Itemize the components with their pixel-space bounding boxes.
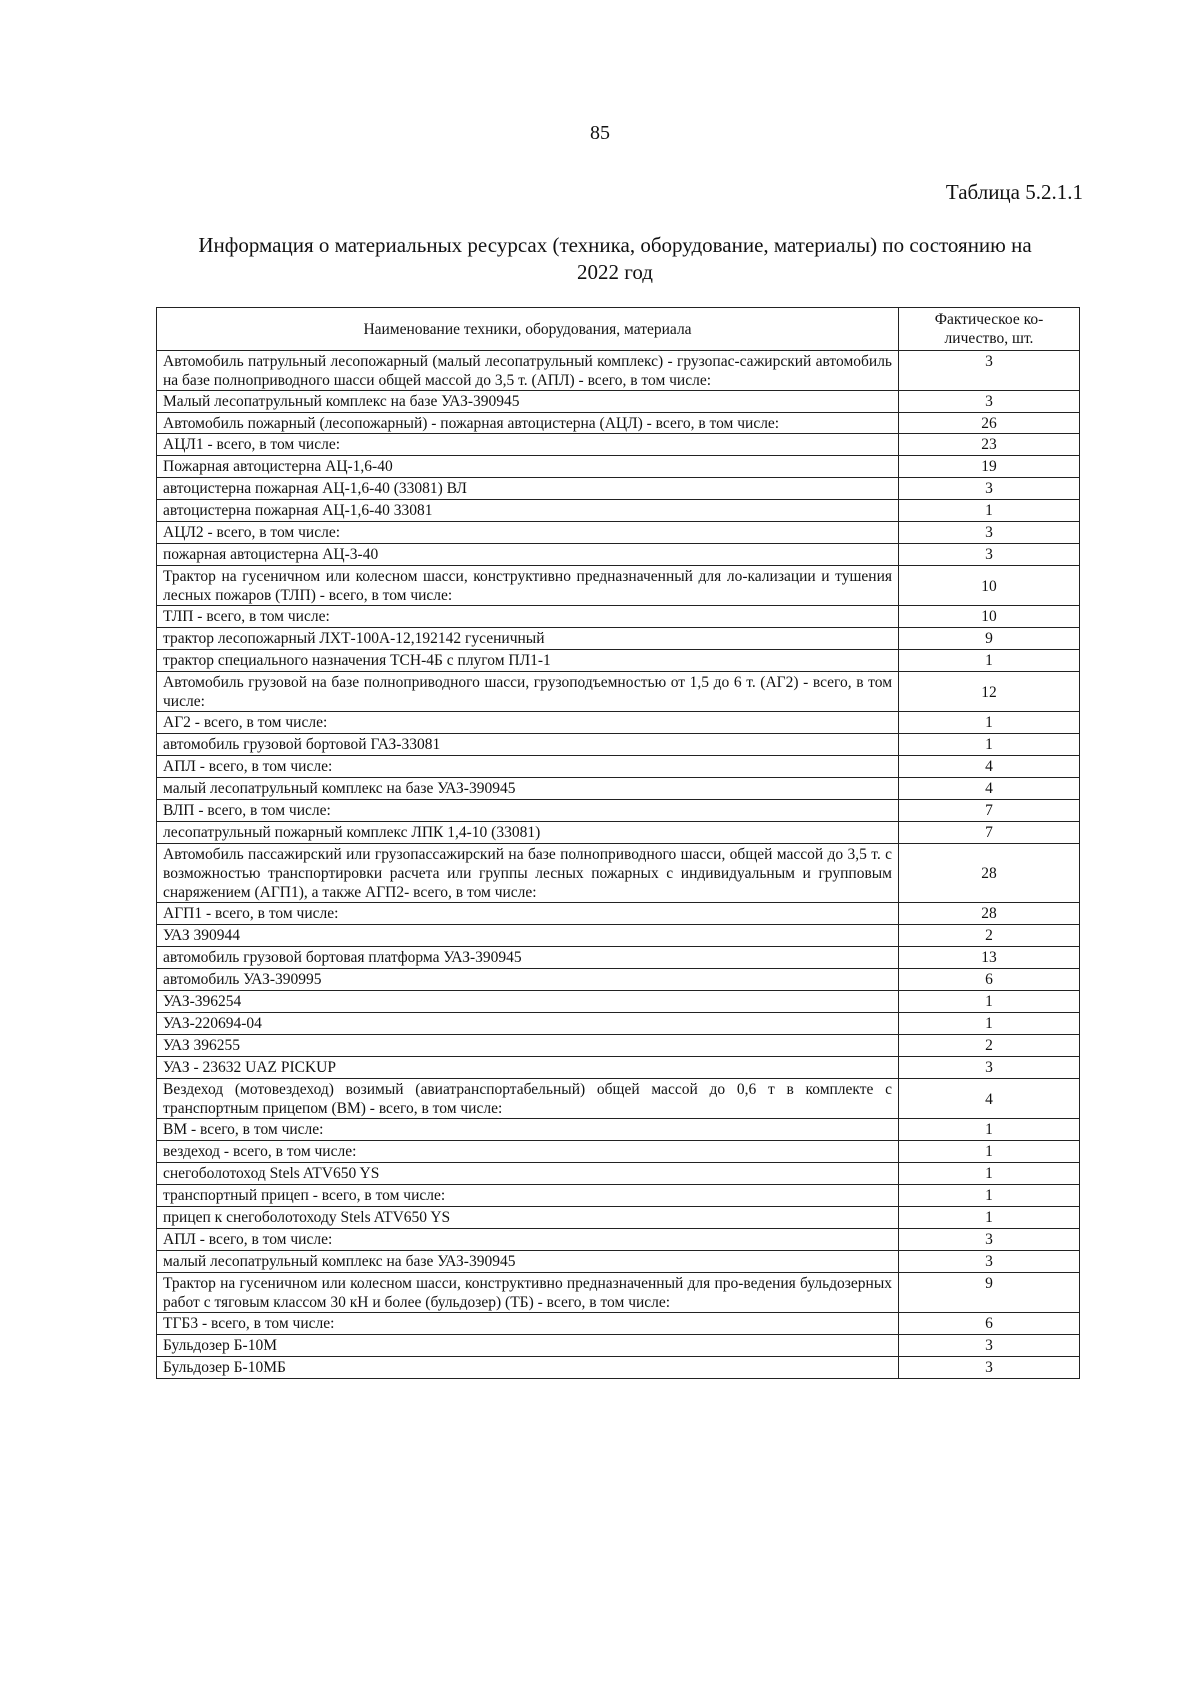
row-name: УАЗ 396255	[157, 1035, 899, 1057]
row-name: транспортный прицеп - всего, в том числе:	[157, 1185, 899, 1207]
table-label: Таблица 5.2.1.1	[945, 180, 1083, 204]
table-row	[157, 391, 1080, 413]
table-row	[157, 778, 1080, 800]
row-qty: 6	[899, 969, 1080, 991]
row-qty: 3	[899, 1357, 1080, 1379]
row-qty: 28	[899, 903, 1080, 925]
table-row	[157, 413, 1080, 434]
table-row	[157, 1141, 1080, 1163]
row-qty: 1	[899, 991, 1080, 1013]
row-name: УАЗ 390944	[157, 925, 899, 947]
row-qty: 3	[899, 351, 1080, 391]
row-qty: 1	[899, 712, 1080, 734]
header-name: Наименование техники, оборудования, материала	[157, 308, 899, 351]
table-row	[157, 969, 1080, 991]
row-name: автоцистерна пожарная АЦ-1,6-40 33081	[157, 500, 899, 522]
table-row	[157, 628, 1080, 650]
row-name: трактор лесопожарный ЛХТ-100А-12,192142 гусеничный	[157, 628, 899, 650]
table-row	[157, 1313, 1080, 1335]
header-qty-line1: Фактическое ко-	[934, 311, 1044, 328]
row-qty: 12	[899, 672, 1080, 712]
row-name: Трактор на гусеничном или колесном шасси, конструктивно предназначенный для про-ведения бульдозерных работ с тяговым классом 30 кН и более (бульдозер) (ТБ) - всего, в том числе:	[157, 1273, 899, 1313]
table-row	[157, 1335, 1080, 1357]
table-row	[157, 947, 1080, 969]
table-row	[157, 800, 1080, 822]
table-row	[157, 1207, 1080, 1229]
row-name: УАЗ - 23632 UAZ PICKUP	[157, 1057, 899, 1079]
row-qty: 4	[899, 1079, 1080, 1119]
document-title-line1: Информация о материальных ресурсах (техника, оборудование, материалы) по состоянию на	[198, 233, 1032, 257]
row-name: Трактор на гусеничном или колесном шасси, конструктивно предназначенный для ло-кализации и тушения лесных пожаров (ТЛП) - всего, в том числе:	[157, 566, 899, 606]
row-name: малый лесопатрульный комплекс на базе УАЗ-390945	[157, 778, 899, 800]
table-row	[157, 1119, 1080, 1141]
row-name: Бульдозер Б-10М	[157, 1335, 899, 1357]
row-name: автоцистерна пожарная АЦ-1,6-40 (33081) ВЛ	[157, 478, 899, 500]
row-qty: 3	[899, 1251, 1080, 1273]
page-number: 85	[590, 122, 610, 144]
resources-table	[156, 307, 1080, 1379]
row-qty: 23	[899, 434, 1080, 456]
table-row	[157, 650, 1080, 672]
table-row	[157, 1057, 1080, 1079]
table-row	[157, 1229, 1080, 1251]
table-row	[157, 544, 1080, 566]
row-qty: 3	[899, 478, 1080, 500]
row-qty: 1	[899, 1119, 1080, 1141]
row-qty: 1	[899, 1141, 1080, 1163]
row-qty: 2	[899, 1035, 1080, 1057]
row-name: АЦЛ2 - всего, в том числе:	[157, 522, 899, 544]
row-qty: 9	[899, 1273, 1080, 1313]
row-name: АЦЛ1 - всего, в том числе:	[157, 434, 899, 456]
row-qty: 3	[899, 391, 1080, 413]
row-qty: 19	[899, 456, 1080, 478]
table-row	[157, 1251, 1080, 1273]
row-qty: 28	[899, 844, 1080, 903]
row-name: снегоболотоход Stels ATV650 YS	[157, 1163, 899, 1185]
row-qty: 4	[899, 778, 1080, 800]
row-qty: 1	[899, 500, 1080, 522]
row-name: Бульдозер Б-10МБ	[157, 1357, 899, 1379]
table-row	[157, 434, 1080, 456]
table-row	[157, 925, 1080, 947]
row-name: прицеп к снегоболотоходу Stels ATV650 YS	[157, 1207, 899, 1229]
table-row	[157, 1185, 1080, 1207]
table-row	[157, 1163, 1080, 1185]
row-name: ВЛП - всего, в том числе:	[157, 800, 899, 822]
table-row	[157, 478, 1080, 500]
row-qty: 13	[899, 947, 1080, 969]
row-name: Автомобиль грузовой на базе полноприводного шасси, грузоподъемностью от 1,5 до 6 т. (АГ2) - всего, в том числе:	[157, 672, 899, 712]
row-name: Автомобиль пожарный (лесопожарный) - пожарная автоцистерна (АЦЛ) - всего, в том числе:	[157, 413, 899, 434]
table-row	[157, 522, 1080, 544]
row-name: вездеход - всего, в том числе:	[157, 1141, 899, 1163]
row-name: Малый лесопатрульный комплекс на базе УАЗ-390945	[157, 391, 899, 413]
row-qty: 26	[899, 413, 1080, 434]
table-row	[157, 566, 1080, 606]
row-name: лесопатрульный пожарный комплекс ЛПК 1,4-10 (33081)	[157, 822, 899, 844]
row-qty: 3	[899, 1335, 1080, 1357]
row-qty: 3	[899, 544, 1080, 566]
row-name: АПЛ - всего, в том числе:	[157, 756, 899, 778]
row-qty: 7	[899, 800, 1080, 822]
table-row	[157, 500, 1080, 522]
row-qty: 10	[899, 606, 1080, 628]
row-name: автомобиль УАЗ-390995	[157, 969, 899, 991]
row-name: АПЛ - всего, в том числе:	[157, 1229, 899, 1251]
table-row	[157, 1273, 1080, 1313]
table-row	[157, 672, 1080, 712]
row-qty: 3	[899, 1057, 1080, 1079]
row-name: малый лесопатрульный комплекс на базе УАЗ-390945	[157, 1251, 899, 1273]
row-name: автомобиль грузовой бортовой ГАЗ-33081	[157, 734, 899, 756]
row-qty: 10	[899, 566, 1080, 606]
row-name: пожарная автоцистерна АЦ-3-40	[157, 544, 899, 566]
table-row	[157, 903, 1080, 925]
row-name: УАЗ-396254	[157, 991, 899, 1013]
table-row	[157, 1013, 1080, 1035]
row-name: АГ2 - всего, в том числе:	[157, 712, 899, 734]
row-name: ВМ - всего, в том числе:	[157, 1119, 899, 1141]
row-name: АГП1 - всего, в том числе:	[157, 903, 899, 925]
row-name: Автомобиль пассажирский или грузопассажирский на базе полноприводного шасси, общей массой до 3,5 т. с возможностью транспортировки расчета или группы лесных пожарных с индивидуальным и групповым снаряжением (АГП1), а также АГП2- всего, в том числе:	[157, 844, 899, 903]
row-name: Пожарная автоцистерна АЦ-1,6-40	[157, 456, 899, 478]
table-row	[157, 606, 1080, 628]
row-qty: 6	[899, 1313, 1080, 1335]
table-row	[157, 456, 1080, 478]
row-name: трактор специального назначения ТСН-4Б с плугом ПЛ1-1	[157, 650, 899, 672]
row-qty: 4	[899, 756, 1080, 778]
table-row	[157, 756, 1080, 778]
document-title-line2: 2022 год	[577, 260, 653, 284]
table-row	[157, 991, 1080, 1013]
header-qty-line2: личество, шт.	[944, 330, 1034, 347]
table-row	[157, 822, 1080, 844]
row-qty: 1	[899, 1185, 1080, 1207]
row-qty: 7	[899, 822, 1080, 844]
row-name: ТЛП - всего, в том числе:	[157, 606, 899, 628]
table-row	[157, 1035, 1080, 1057]
table-row	[157, 1357, 1080, 1379]
row-qty: 9	[899, 628, 1080, 650]
table-header-row	[157, 308, 1080, 351]
row-qty: 3	[899, 522, 1080, 544]
row-qty: 2	[899, 925, 1080, 947]
table-row	[157, 351, 1080, 391]
header-qty	[899, 308, 1080, 351]
table-row	[157, 734, 1080, 756]
row-qty: 3	[899, 1229, 1080, 1251]
row-name: автомобиль грузовой бортовая платформа УАЗ-390945	[157, 947, 899, 969]
row-qty: 1	[899, 650, 1080, 672]
table-row	[157, 712, 1080, 734]
row-qty: 1	[899, 1163, 1080, 1185]
row-name: Вездеход (мотовездеход) возимый (авиатранспортабельный) общей массой до 0,6 т в комплекте с транспортным прицепом (ВМ) - всего, в том числе:	[157, 1079, 899, 1119]
row-name: ТГБ3 - всего, в том числе:	[157, 1313, 899, 1335]
row-name: УАЗ-220694-04	[157, 1013, 899, 1035]
row-qty: 1	[899, 1207, 1080, 1229]
row-qty: 1	[899, 734, 1080, 756]
row-name: Автомобиль патрульный лесопожарный (малый лесопатрульный комплекс) - грузопас-сажирский автомобиль на базе полноприводного шасси общей массой до 3,5 т. (АПЛ) - всего, в том числе:	[157, 351, 899, 391]
table-row	[157, 844, 1080, 903]
table-row	[157, 1079, 1080, 1119]
document-title	[150, 232, 1080, 286]
row-qty: 1	[899, 1013, 1080, 1035]
table-body	[157, 351, 1080, 1379]
